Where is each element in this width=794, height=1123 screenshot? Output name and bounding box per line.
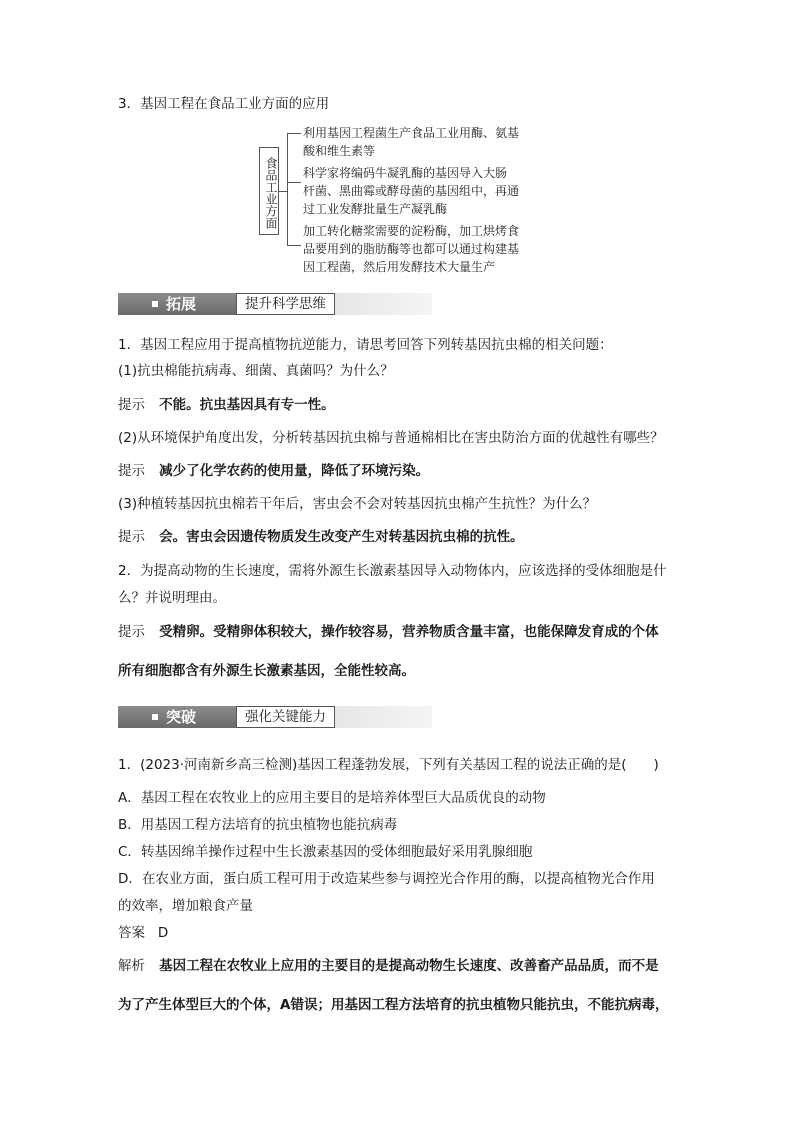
banner-subtitle: 强化关键能力 (236, 706, 335, 728)
diagram-center-label: 食品工业方面 (259, 147, 279, 235)
analysis-line2: 为了产生体型巨大的个体，A错误；用基因工程方法培育的抗虫植物只能抗虫，不能抗病毒， (118, 997, 669, 1013)
connector-line (279, 191, 287, 192)
diagram-branch3-line1: 加工转化糖浆需要的淀粉酶，加工烘烤食 (303, 224, 520, 238)
expand-question-1c: (3)种植转基因抗虫棉若干年后，害虫会不会对转基因抗虫棉产生抗性？为什么？ (118, 496, 597, 512)
diagram-branch3-line3: 因工程菌，然后用发酵技术大量生产 (303, 260, 496, 274)
diagram-branch1-line1: 利用基因工程菌生产食品工业用酶、氨基 (303, 126, 520, 140)
answer-label: 答案 (118, 925, 145, 941)
diagram-branch1-line2: 酸和维生素等 (303, 144, 376, 158)
hint-1a (118, 395, 335, 415)
section-banner-breakthrough (118, 706, 432, 728)
answer-value: D (157, 925, 169, 941)
analysis-label: 解析 (118, 958, 145, 974)
option-c: C．转基因绵羊操作过程中生长激素基因的受体细胞最好采用乳腺细胞 (118, 844, 533, 860)
expand-question-1a: (1)抗虫棉能抗病毒、细菌、真菌吗？为什么？ (118, 363, 394, 379)
hint-1b (118, 461, 429, 481)
option-a: A．基因工程在农牧业上的应用主要目的是培养体型巨大品质优良的动物 (118, 790, 546, 806)
expand-question-2-line2: 么？并说明理由。 (118, 590, 226, 606)
analysis-line1 (118, 956, 659, 976)
answer-line (118, 923, 168, 943)
option-d-line1: D．在农业方面，蛋白质工程可用于改造某些参与调控光合作用的酶，以提高植物光合作用 (118, 871, 655, 887)
expand-question-2-line1: 2．为提高动物的生长速度，需将外源生长激素基因导入动物体内，应该选择的受体细胞是什 (118, 563, 667, 579)
banner-square-icon (152, 714, 158, 720)
option-d-line2: 的效率，增加粮食产量 (118, 898, 253, 914)
breakthrough-question-1: 1．(2023·河南新乡高三检测)基因工程蓬勃发展，下列有关基因工程的说法正确的是( ) (118, 757, 659, 773)
option-b: B．用基因工程方法培育的抗虫植物也能抗病毒 (118, 817, 398, 833)
diagram-branch3-line2: 品要用到的脂肪酶等也都可以通过构建基 (303, 242, 520, 256)
diagram-branch2-line3: 过工业发酵批量生产凝乳酶 (303, 202, 448, 216)
hint-2-line2: 所有细胞都含有外源生长激素基因，全能性较高。 (118, 663, 415, 679)
banner-square-icon (152, 301, 158, 307)
section-title: 3．基因工程在食品工业方面的应用 (118, 96, 330, 112)
hint-text: 会。害虫会因遗传物质发生改变产生对转基因抗虫棉的抗性。 (159, 529, 524, 545)
hint-label: 提示 (118, 624, 145, 640)
bracket-line (287, 133, 288, 246)
hint-text: 不能。抗虫基因具有专一性。 (159, 397, 335, 413)
banner-title: 突破 (166, 708, 197, 726)
banner-title: 拓展 (166, 295, 197, 313)
expand-question-1: 1．基因工程应用于提高植物抗逆能力，请思考回答下列转基因抗虫棉的相关问题： (118, 337, 613, 353)
bracket-tick-bottom (287, 245, 301, 246)
bracket-tick-top (287, 133, 301, 134)
hint-2-line1 (118, 622, 659, 642)
section-banner-expand (118, 293, 432, 315)
banner-subtitle: 提升科学思维 (236, 293, 335, 315)
diagram-branch2-line1: 科学家将编码牛凝乳酶的基因导入大肠 (303, 166, 508, 180)
hint-1c (118, 527, 524, 547)
expand-question-1b: (2)从环境保护角度出发，分析转基因抗虫棉与普通棉相比在害虫防治方面的优越性有哪些？ (118, 430, 664, 446)
bracket-tick-middle (287, 182, 301, 183)
hint-label: 提示 (118, 529, 145, 545)
hint-label: 提示 (118, 463, 145, 479)
hint-label: 提示 (118, 397, 145, 413)
analysis-text: 基因工程在农牧业上应用的主要目的是提高动物生长速度、改善畜产品品质，而不是 (159, 958, 659, 974)
hint-text: 受精卵。受精卵体积较大，操作较容易，营养物质含量丰富，也能保障发育成的个体 (159, 624, 659, 640)
hint-text: 减少了化学农药的使用量，降低了环境污染。 (159, 463, 430, 479)
diagram-branch2-line2: 杆菌、黑曲霉或酵母菌的基因组中，再通 (303, 184, 520, 198)
